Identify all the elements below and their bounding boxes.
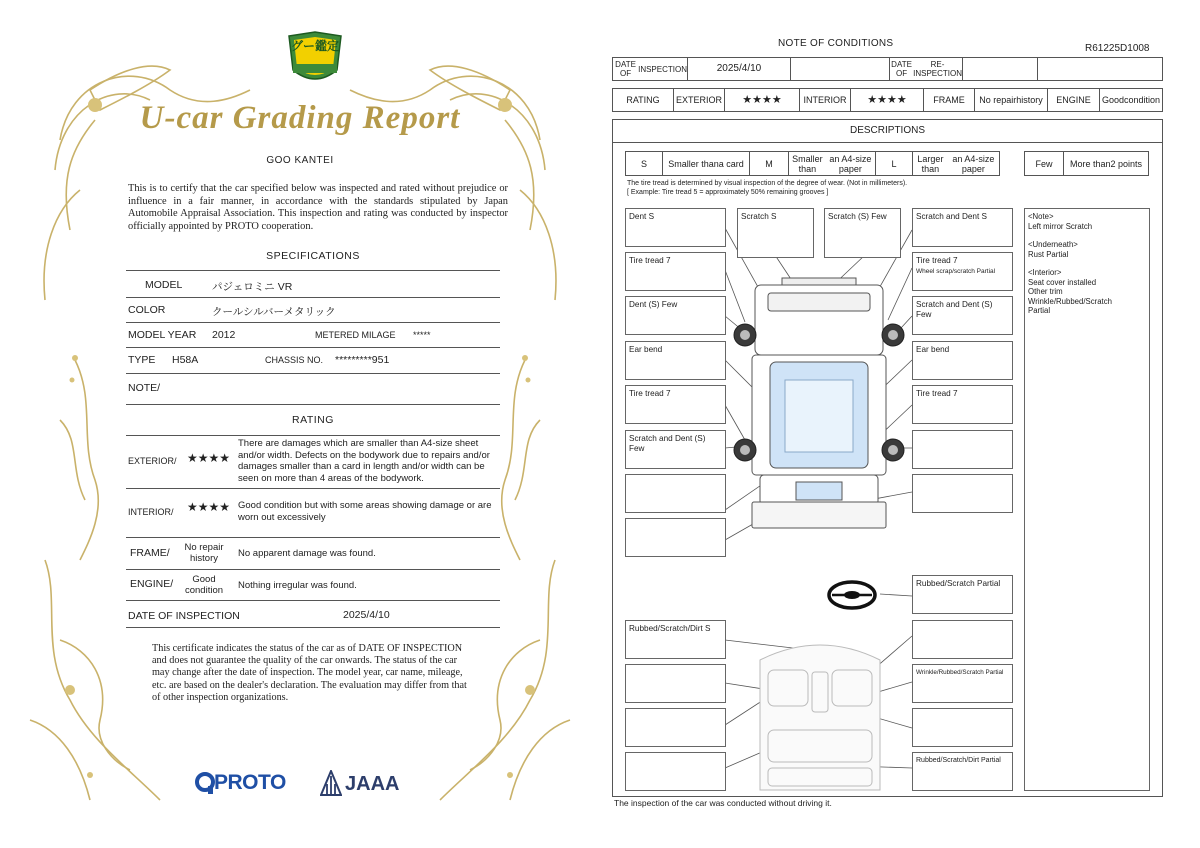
note-title: NOTE OF CONDITIONS	[778, 38, 894, 49]
exterior-label: EXTERIOR	[673, 88, 725, 112]
exterior-box-left-8	[625, 518, 726, 557]
descriptions-heading: DESCRIPTIONS	[612, 119, 1163, 143]
milage-value: *****	[413, 330, 431, 340]
exterior-box-right-3: Scratch and Dent (S) Few	[912, 296, 1013, 335]
certificate-intro: This is to certify that the car specified below was inspected and rated without prejudice or influence in a fair manner, in accordance with the standards stipulated by Japan Automobile Appraisal Association. This inspection and rating was conducted by inspector officially appointed by PROTO cooperation.	[128, 183, 508, 232]
steering-wheel-icon	[829, 582, 875, 608]
interior-box-left-2	[625, 664, 726, 703]
report-id: R61225D1008	[1085, 43, 1150, 54]
chassis-value: *********951	[335, 354, 390, 366]
exterior-box-top-2: Scratch (S) Few	[824, 208, 901, 258]
model-year-label: MODEL YEAR	[128, 329, 197, 341]
interior-stars: ★★★★	[850, 88, 924, 112]
reinspection-label: DATE OF RE-INSPECTION	[889, 57, 963, 81]
legend-s-desc: Smaller than a card	[662, 151, 750, 176]
engine-value: Good condition	[1099, 88, 1163, 112]
note-footer: The inspection of the car was conducted without driving it.	[614, 798, 832, 808]
rating-label: RATING	[612, 88, 674, 112]
frame-label: FRAME/	[130, 547, 170, 559]
interior-label: INTERIOR/	[128, 507, 174, 517]
exterior-box-left-2: Tire tread 7	[625, 252, 726, 291]
note-of-conditions	[600, 0, 1200, 848]
date-of-inspection-label: DATE OF INSPECTION	[128, 610, 240, 622]
legend-few: Few	[1024, 151, 1064, 176]
note-label: NOTE/	[128, 382, 161, 394]
model-year-value: 2012	[212, 329, 236, 341]
legend-l: L	[875, 151, 913, 176]
exterior-label: EXTERIOR/	[128, 456, 177, 466]
exterior-stars: ★★★★	[724, 88, 800, 112]
tire-note-2: [ Example: Tire tread 5 = approximately 50% remaining grooves ]	[627, 189, 829, 196]
rating-heading: RATING	[292, 414, 334, 426]
model-value: パジェロミニ VR	[212, 281, 293, 293]
legend-s: S	[625, 151, 663, 176]
exterior-box-left-1: Dent S	[625, 208, 726, 247]
interior-box-left-3	[625, 708, 726, 747]
frame-value: No repair history	[184, 542, 224, 564]
legend-l-desc: Larger than an A4-size paper	[912, 151, 1000, 176]
interior-box-left-4	[625, 752, 726, 791]
legend-m: M	[749, 151, 789, 176]
specifications-heading: SPECIFICATIONS	[266, 250, 360, 262]
badge-text: グー鑑定	[290, 39, 339, 53]
exterior-box-left-5: Tire tread 7	[625, 385, 726, 424]
tire-note-1: The tire tread is determined by visual inspection of the degree of wear. (Not in millimeters).	[627, 180, 908, 187]
interior-box-right-2: Wrinkle/Rubbed/Scratch Partial	[912, 664, 1013, 703]
jaaa-logo-icon	[320, 770, 342, 796]
engine-label: ENGINE	[1047, 88, 1100, 112]
interior-box-right-1	[912, 620, 1013, 659]
exterior-description: There are damages which are smaller than A4-size sheet and/or width. Defects on the bodywork due to repairs and/or damages smaller than a card in length and/or width can be seen on more than 4 areas of the bodywork.	[238, 438, 490, 484]
date-of-inspection-label: DATE OF INSPECTION	[612, 57, 688, 81]
exterior-box-right-6	[912, 430, 1013, 469]
interior-stars: ★★★★	[187, 500, 231, 514]
interior-description: Good condition but with some areas showing damage or are worn out excessively	[238, 500, 492, 523]
model-label: MODEL	[145, 279, 183, 291]
color-value: クールシルバーメタリック	[212, 306, 336, 318]
certificate-footer: This certificate indicates the status of the car as of DATE OF INSPECTION and does not guarantee the quality of the car onwards. The status of the car may change after the date of inspection. The model year, car name, mileage, etc. are based on the dealer's declaration. The evaluation may differ from that of other inspection organizations.	[152, 643, 467, 703]
interior-box-right-3	[912, 708, 1013, 747]
exterior-box-right-7	[912, 474, 1013, 513]
exterior-box-left-7	[625, 474, 726, 513]
certificate-subtitle: GOO KANTEI	[266, 155, 334, 166]
engine-description: Nothing irregular was found.	[238, 580, 357, 591]
exterior-box-right-5: Tire tread 7	[912, 385, 1013, 424]
date-of-inspection-value: 2025/4/10	[343, 609, 390, 621]
proto-logo-icon	[194, 771, 216, 795]
frame-description: No apparent damage was found.	[238, 548, 376, 559]
interior-box-right-4: Rubbed/Scratch/Dirt Partial	[912, 752, 1013, 791]
color-label: COLOR	[128, 304, 166, 316]
type-value: H58A	[172, 354, 199, 366]
interior-label: INTERIOR	[799, 88, 851, 112]
exterior-stars: ★★★★	[187, 451, 231, 465]
exterior-box-right-4: Ear bend	[912, 341, 1013, 380]
frame-label: FRAME	[923, 88, 975, 112]
exterior-box-left-4: Ear bend	[625, 341, 726, 380]
frame-value: No repair history	[974, 88, 1048, 112]
side-notes: <Note> Left mirror Scratch <Underneath> Rust Partial <Interior> Seat cover installed Other trim Wrinkle/Rubbed/Scratch Partial	[1024, 208, 1150, 791]
exterior-box-right-2: Tire tread 7 Wheel scrap/scratch Partial	[912, 252, 1013, 291]
jaaa-logo: JAAA	[345, 773, 400, 795]
legend-few-desc: More than 2 points	[1063, 151, 1149, 176]
proto-logo: PROTO	[214, 771, 286, 794]
interior-box-wheel: Rubbed/Scratch Partial	[912, 575, 1013, 614]
chassis-label: CHASSIS NO.	[265, 355, 324, 365]
interior-box-left-1: Rubbed/Scratch/Dirt S	[625, 620, 726, 659]
engine-label: ENGINE/	[130, 578, 174, 590]
legend-m-desc: Smaller than an A4-size paper	[788, 151, 876, 176]
engine-value: Good condition	[184, 574, 224, 596]
certificate-title: U-car Grading Report	[139, 100, 461, 136]
exterior-box-right-1: Scratch and Dent S	[912, 208, 1013, 247]
milage-label: METERED MILAGE	[315, 330, 396, 340]
type-label: TYPE	[128, 354, 156, 366]
exterior-box-left-6: Scratch and Dent (S) Few	[625, 430, 726, 469]
exterior-box-top-1: Scratch S	[737, 208, 814, 258]
exterior-box-left-3: Dent (S) Few	[625, 296, 726, 335]
date-of-inspection-value: 2025/4/10	[687, 57, 791, 81]
